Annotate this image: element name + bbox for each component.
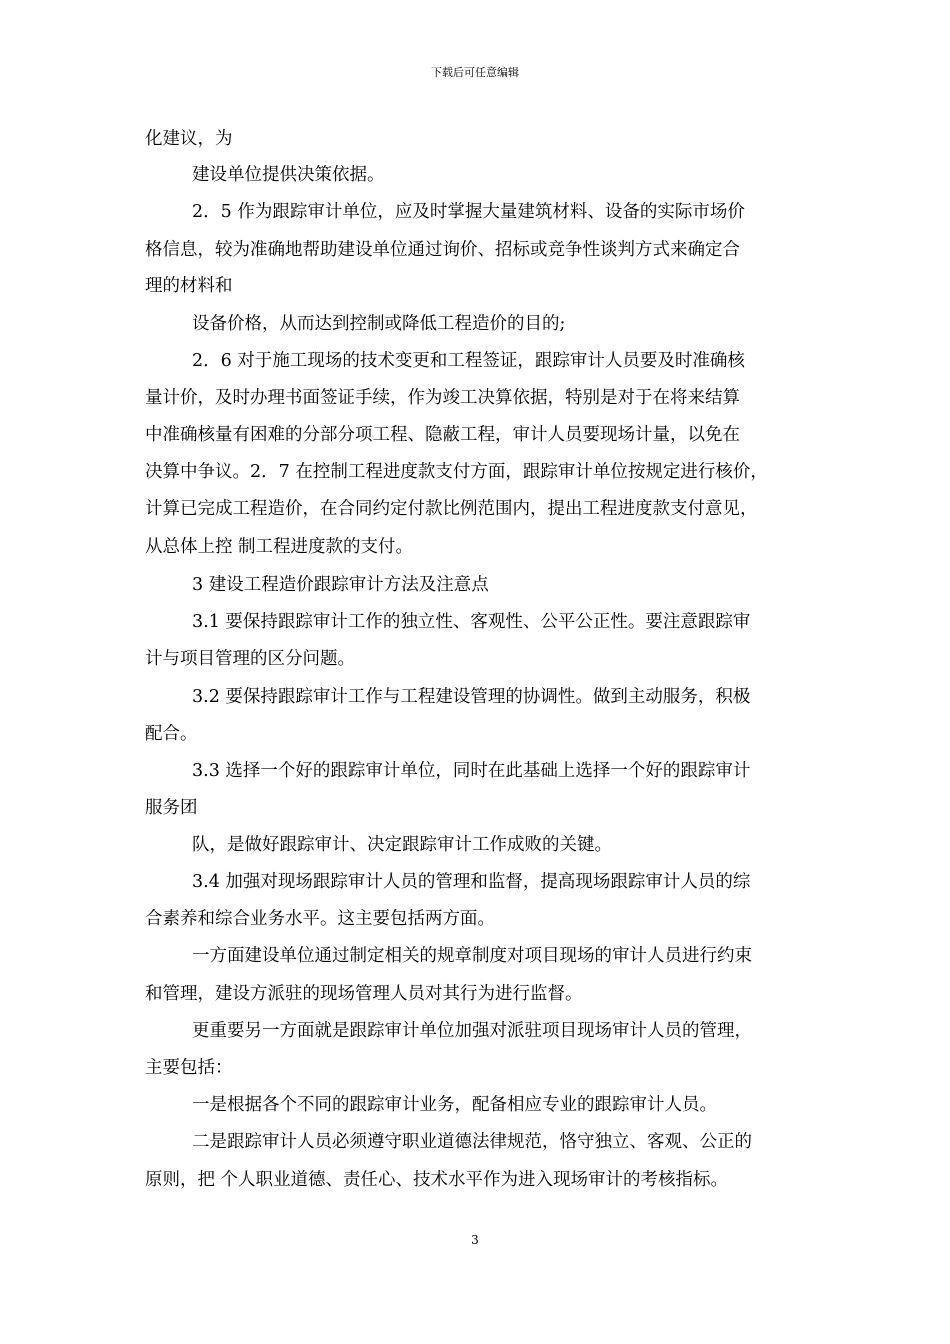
text-line: 二是跟踪审计人员必须遵守职业道德法律规范，恪守独立、客观、公正的 — [192, 1132, 752, 1152]
text-line: 原则，把 个人职业道德、责任心、技术水平作为进入现场审计的考核指标。 — [145, 1170, 729, 1190]
text-line: 合素养和综合业务水平。这主要包括两方面。 — [145, 909, 495, 929]
text-line: 格信息，较为准确地帮助建设单位通过询价、招标或竞争性谈判方式来确定合 — [145, 240, 740, 260]
text-line: 服务团 — [145, 798, 198, 818]
text-line: 配合。 — [145, 724, 198, 744]
text-line: 从总体上控 制工程进度款的支付。 — [145, 537, 414, 557]
text-line: 量计价，及时办理书面签证手续，作为竣工决算依据，特别是对于在将来结算 — [145, 388, 740, 408]
text-line: 一方面建设单位通过制定相关的规章制度对项目现场的审计人员进行约束 — [192, 946, 752, 966]
text-line: 2．6 对于施工现场的技术变更和工程签证，跟踪审计人员要及时准确核 — [192, 351, 745, 371]
text-line: 更重要另一方面就是跟踪审计单位加强对派驻项目现场审计人员的管理， — [192, 1021, 752, 1041]
text-line: 3.1 要保持跟踪审计工作的独立性、客观性、公平公正性。要注意跟踪审 — [192, 612, 751, 632]
page-header-note: 下载后可任意编辑 — [431, 66, 519, 79]
text-line: 设备价格，从而达到控制或降低工程造价的目的; — [192, 314, 566, 334]
text-line: 3.3 选择一个好的跟踪审计单位，同时在此基础上选择一个好的跟踪审计 — [192, 761, 751, 781]
text-line: 计算已完成工程造价，在合同约定付款比例范围内，提出工程进度款支付意见， — [145, 499, 758, 519]
text-line: 3.4 加强对现场跟踪审计人员的管理和监督，提高现场跟踪审计人员的综 — [192, 872, 751, 892]
text-line: 理的材料和 — [145, 276, 233, 296]
section-heading: 3 建设工程造价跟踪审计方法及注意点 — [192, 575, 489, 595]
text-line: 计与项目管理的区分问题。 — [145, 649, 355, 669]
text-line: 主要包括： — [145, 1058, 233, 1078]
text-line: 中准确核量有困难的分部分项工程、隐蔽工程，审计人员要现场计量，以免在 — [145, 425, 740, 445]
text-line: 和管理，建设方派驻的现场管理人员对其行为进行监督。 — [145, 984, 583, 1004]
text-line: 决算中争议。2．7 在控制工程进度款支付方面，跟踪审计单位按规定进行核价， — [145, 462, 768, 482]
text-line: 2．5 作为跟踪审计单位，应及时掌握大量建筑材料、设备的实际市场价 — [192, 202, 745, 222]
text-line: 一是根据各个不同的跟踪审计业务，配备相应专业的跟踪审计人员。 — [192, 1095, 717, 1115]
text-line: 建设单位提供决策依据。 — [192, 165, 385, 185]
text-line: 3.2 要保持跟踪审计工作与工程建设管理的协调性。做到主动服务，积极 — [192, 687, 751, 707]
text-line: 化建议，为 — [145, 129, 233, 149]
page-number: 3 — [471, 1233, 479, 1247]
text-line: 队，是做好跟踪审计、决定跟踪审计工作成败的关键。 — [192, 835, 612, 855]
